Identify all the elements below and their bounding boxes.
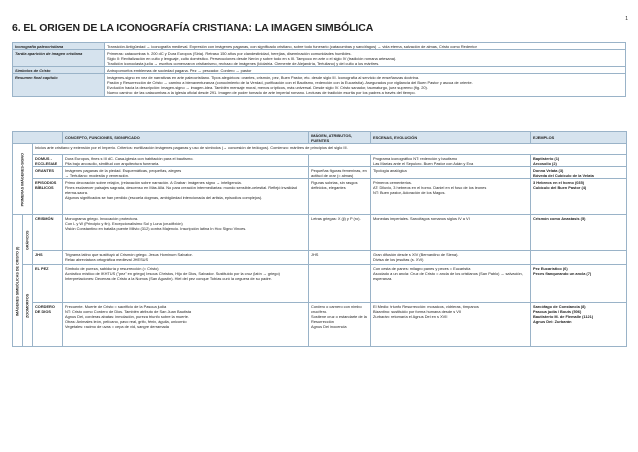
- cell-line: Bizantino: sustituido por forma humana desde s VII: [373, 309, 462, 315]
- group-primeras: PRIMERAS IMÁGENES-SIGNO: [13, 144, 33, 215]
- row-concept: [63, 215, 309, 251]
- cell-line: Baptisterio (1): [533, 155, 560, 161]
- cell-line: Con L y W (Principio y fin). Excepcionalísimo Sol y Luna (crucifixión): [65, 221, 183, 227]
- row-name: JHS: [33, 251, 63, 265]
- cell-line: NT: Cristo como Cordero de Dios. También atributo de San Juan Bautista: [65, 309, 192, 315]
- row-image: [309, 265, 371, 303]
- intro-label: Iconografía paleocristiana: [13, 43, 105, 50]
- group-simbolicas: IMÁGENES SIMBÓLICAS DE CRISTO (I): [13, 215, 23, 347]
- row-name: CRISMÓN: [33, 215, 63, 251]
- primeras-intro-row: [13, 144, 627, 155]
- cell-line: Agnus Dei, corderas abatas: inmolación, pureza triunfo sobre la muerte.: [65, 314, 189, 320]
- cell-line: Antropomorfos emblemas de sociedad pagana. Pez → pescador. Cordero → pastor: [107, 67, 252, 73]
- row-image: [309, 251, 371, 265]
- row-scenes: [371, 179, 531, 215]
- row-name: EL PEZ: [33, 265, 63, 303]
- cell-line: Transición Antigüedad → iconografía medieval. Expresión con imágenes paganas, con significado cristiano, sobre todo funerario (catacumbas y sarcófagos) → vida eterna, salvación de almas, Cristo como Redentor: [107, 43, 477, 49]
- cell-line: Las Marías ante el Sepulcro. Buen Pastor con Adán y Eva: [373, 160, 474, 166]
- cell-line: Interpretaciones: Decenas de Cristo a la Nomos (San Agustín). Hiel del pez conque Tobías curó la ceguera de su padre.: [65, 276, 272, 282]
- cell-line: Bóveda del Cubículo de la Velata: [533, 172, 594, 178]
- row-image: [309, 179, 371, 215]
- cell-line: Divisa de los jesuitas (s. XVI): [373, 257, 424, 263]
- page-number: 1: [625, 16, 628, 22]
- cell-line: Bautisterio M. de Flemalle (1121): [533, 314, 594, 320]
- row-name: EPISODIOS BÍBLICOS: [33, 179, 63, 215]
- intro-text: [105, 50, 626, 67]
- cell-line: Siglo II: Revitalización en culto y lenguaje, culto doméstico. Persecuciones desde Nerón y sobre todo en s III. Tampoco en arte o el siglo IV (tradición romana artesana).: [107, 55, 397, 61]
- cell-line: Pez Eucarístico (6): [533, 265, 568, 271]
- intro-text: [105, 74, 626, 96]
- sub-graficos: GRÁFICOS: [23, 215, 33, 265]
- table-row: [13, 215, 627, 251]
- table-row: [13, 167, 627, 179]
- row-image: [309, 167, 371, 179]
- cell-line: Algunos significados se han perdido (escuela dogmas, ambigüedad intencionada del artista, episodios complejos).: [65, 195, 263, 201]
- row-image: [309, 215, 371, 251]
- row-concept: [63, 251, 309, 265]
- cell-line: 3 Hebreos en el horno (035): [533, 179, 585, 185]
- row-scenes: [371, 215, 531, 251]
- cell-line: Imágenes-signo en vez de narrativas en arte paleocristiano. Tipos alegóricos: orantes, crismón, pez, Buen Pastor, etc. desde siglo III. Iconografía al servicio de enseñanzas doctrina.: [107, 74, 420, 80]
- intro-row: [13, 50, 626, 67]
- row-examples: [531, 179, 627, 215]
- cell-line: Peces flanqueando un ancla (7): [533, 271, 592, 277]
- row-examples: [531, 215, 627, 251]
- cell-line: Gran difusión desde s XIV (Bernardino de Siena).: [373, 251, 459, 257]
- cell-line: Tipología analógica: [373, 167, 407, 173]
- row-concept: [63, 167, 309, 179]
- header-concept: CONCEPTO, FUNCIONES, SIGNIFICADO: [63, 132, 309, 144]
- intro-label: Símbolos de Cristo: [13, 67, 105, 74]
- cell-line: Símbolo de pureza, sabiduría y resurrección (= Cristo): [65, 265, 159, 271]
- row-scenes: [371, 303, 531, 347]
- header-scenes: ESCENAS, EVOLUCIÓN: [371, 132, 531, 144]
- intro-table: [12, 42, 626, 97]
- cell-line: Visión Constantino en batalla puente Milvio (312) contra Majencio. Inscripción latina In Hoc Signo Vinces.: [65, 226, 247, 232]
- row-name: CORDERO DE DIOS: [33, 303, 63, 347]
- cell-line: Dura Europos, fines s III dC. Casa-iglesia con habitación para el bautismo.: [65, 155, 194, 161]
- cell-line: Trigrama latino que sustituyó al Crismón griego. Jesus Hominum Salvator.: [65, 251, 193, 257]
- cell-line: Relac abreviatura ortográfica medieval JHESUS: [65, 257, 149, 263]
- row-concept: [63, 265, 309, 303]
- intro-label: Tardía aparición de imagen cristiana: [13, 50, 105, 67]
- row-examples: [531, 265, 627, 303]
- sub-zoomorfos: ZOOMORFOS: [23, 265, 33, 347]
- cell-line: → Tertuliano: modestia y veneración.: [65, 172, 129, 178]
- cell-line: Acróstico místico de IKHTUS ("pez" en griego) Iesous Christos, Hijo de Dios, Salvador. Sustituido por la cruz (latín → griego): [65, 271, 280, 277]
- row-examples: [531, 303, 627, 347]
- intro-row: [13, 67, 626, 74]
- cell-line: Evolución hacia la descripción: imagen-signo → imagen-idea. También mensaje moral, menos crípticos, más universal. Desde siglo IV. Cristo sanador, taumaturgo, juez supremo (fig. 20).: [107, 85, 428, 91]
- intro-text: [105, 43, 626, 50]
- cell-line: Nuevo camino: de las catacumbas a la iglesia oficial desde 291. Imagen de poder tomado de arte imperial romano. Lecturas de tradición escrita por los padres a través del tiempo.: [107, 90, 416, 96]
- row-examples: [531, 251, 627, 265]
- cell-line: Frecuente. Muerte de Cristo = sacrificio de la Pascua judía: [65, 303, 167, 309]
- row-image: [309, 303, 371, 347]
- cell-line: Pequeñas figuras femeninas, en actitud de orar (= almas): [311, 167, 367, 178]
- table-row: [13, 155, 627, 167]
- table-row: [13, 265, 627, 303]
- cell-line: Otras: Animales león, pelícano, pavo real, grifo, fénix, águila, unicornio: [65, 319, 187, 325]
- cell-line: Crismón como Anastasis (5): [533, 215, 586, 221]
- header-image: IMÁGEN, ATRIBUTOS, FUENTES: [309, 132, 371, 144]
- table-row: [13, 303, 627, 347]
- row-name: ORANTES: [33, 167, 63, 179]
- row-scenes: [371, 167, 531, 179]
- cell-line: Sostiene cruz o estandarte de la Resurrección: [311, 314, 367, 325]
- cell-line: Arcosolio (2): [533, 160, 557, 166]
- cell-line: Tradición iconoclasta judía → escritos comenzaron cristianismo, rechazo de imágenes (Idolatría. Clemente de Alejandría, Tertuliano) y del culto a los mártires.: [107, 60, 380, 66]
- cell-line: Monograma griego. Invocación protectora.: [65, 215, 139, 221]
- cell-line: Letras griegas: X (ji) y P (ro).: [311, 215, 361, 221]
- cell-line: Primo decoración sobre relajón, (relaxación sobre narración. A Grabar: imágenes signo → inteligencia.: [65, 179, 242, 185]
- primeras-intro: Inicios arte cristiano y extensión por el Imperio. Criterios: eurtilización imágenes paganas y uso de símbolos (→ concesión de teólogos). Comienzo: mártires de principios del siglo III.: [33, 144, 627, 155]
- cell-line: Programa iconográfico NT: redención y bautismo: [373, 155, 458, 161]
- header-examples: EJEMPLOS: [531, 132, 627, 144]
- row-name: DOMUS - ECCLESIAE: [33, 155, 63, 167]
- table-row: [13, 251, 627, 265]
- row-concept: [63, 303, 309, 347]
- row-scenes: [371, 251, 531, 265]
- cell-line: Donna Velata (3): [533, 167, 564, 173]
- row-concept: [63, 179, 309, 215]
- row-examples: [531, 155, 627, 167]
- cell-line: Cordero o carnero con nimbo crucífero.: [311, 303, 362, 315]
- main-table: [12, 131, 627, 347]
- header-row: [13, 132, 627, 144]
- cell-line: Figuras sobrias, sin rasgos definidos, elegantes: [311, 179, 358, 191]
- cell-line: JHS: [311, 251, 319, 257]
- cell-line: Fines esclarecer paisajes sagrada, descenso en Más Allá. No para creación intermediarias: mundo sensible-celestial. Reflejó invalidad eterna-sacra.: [65, 185, 297, 196]
- cell-line: Agnus Dei: Zurbarán: [533, 319, 572, 325]
- cell-line: El Medio: triunfo Resurrección: mosaicos, vidrieras, tímpanos: [373, 303, 479, 309]
- cell-line: Cubículo del Buen Pastor (4): [533, 185, 587, 191]
- intro-text: [105, 67, 626, 74]
- cell-line: Vegetales: racimo de uvas = cepa de vid, sangre derramada: [65, 324, 169, 330]
- cell-line: Sarcófago de Constancia (8): [533, 303, 586, 309]
- cell-line: Primeras: catacumbas h. 200 dC y Dura Europos (Siria). Retraso 150 años por clandestinidad, herejías, diseminación comunidades humildes.: [107, 50, 352, 56]
- cell-line: Asociado a un ancla: Cruz de Cristo = ancla de los cristianos (San Pablo) → salvación, esperanza.: [373, 271, 523, 282]
- cell-line: Primeros cementerios.: [373, 179, 412, 185]
- cell-line: Pila bajo arcosolio, similitud con arquitectura funeraria.: [65, 160, 160, 166]
- cell-line: Zurbarán: retomaría el Agnus Dei en s XVII: [373, 314, 448, 320]
- row-image: [309, 155, 371, 167]
- cell-line: NT: Buen pastor, Adoración de los Magos.: [373, 190, 446, 196]
- cell-line: Imágenes paganas de la piedad. Esquemáticas, pequeñas, alegres: [65, 167, 182, 173]
- cell-line: Con cesta de panes: milagro panes y peces = Eucaristía: [373, 265, 471, 271]
- cell-line: AT: Diluvio, 3 hebreos en el horno. Daniel en el foso de los leones: [373, 185, 487, 191]
- row-concept: [63, 155, 309, 167]
- table-row: [13, 179, 627, 215]
- row-scenes: [371, 155, 531, 167]
- cell-line: Agnus Dei inocencia: [311, 324, 347, 330]
- intro-label: Resumen final capítulo: [13, 74, 105, 96]
- intro-row: [13, 43, 626, 50]
- cell-line: Pascua judía / Bouts (506): [533, 309, 582, 315]
- intro-row: [13, 74, 626, 96]
- cell-line: Monedas imperiales. Sarcófagos romanos siglos IV a VI: [373, 215, 470, 221]
- page-title: 6. EL ORIGEN DE LA ICONOGRAFÍA CRISTIANA: LA IMAGEN SIMBÓLICA: [12, 22, 374, 34]
- row-scenes: [371, 265, 531, 303]
- cell-line: Pasión y Resurrección de Cristo → camino a bienaventuranza (conocimiento de la Verdad, purificación con el Bautismo, redención con la Eucaristía). Asegurados por vigilancia del Buen Pastor y ascua de oriente.: [107, 79, 473, 85]
- row-examples: [531, 167, 627, 179]
